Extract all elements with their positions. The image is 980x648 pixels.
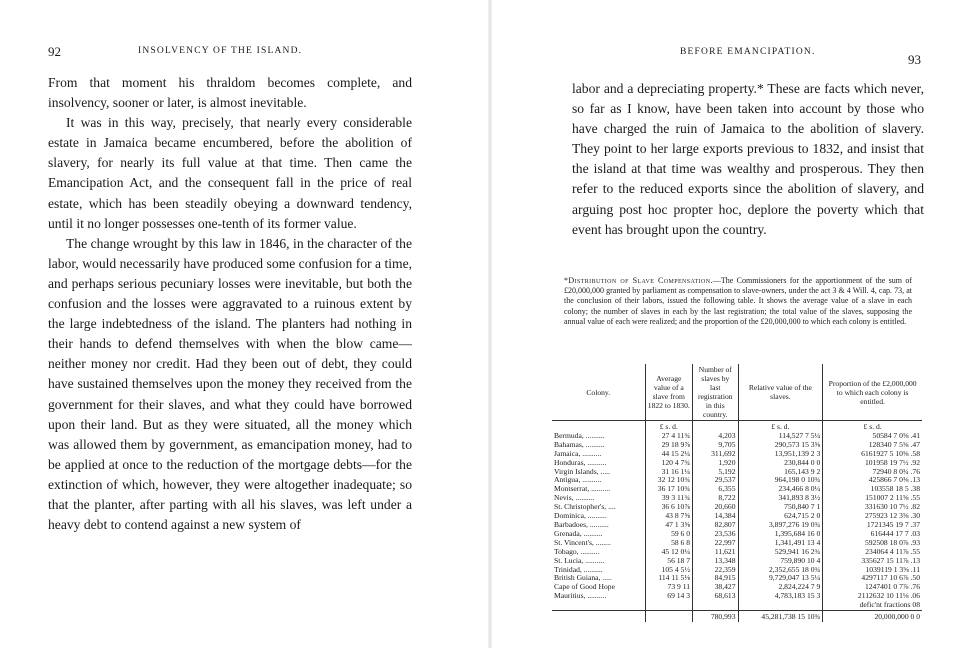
- colony-cell: Jamaica, ..........: [554, 448, 602, 458]
- colony-cell: Nevis, ..........: [554, 493, 595, 503]
- average-value-cell: 27 4 11¾: [661, 430, 691, 440]
- average-value-cell: 56 18 7: [667, 555, 691, 565]
- unit-cell: £ s. d.: [645, 421, 693, 432]
- number-of-slaves-cell: 11,621: [714, 546, 736, 556]
- unit-cell: £ s. d.: [738, 421, 823, 432]
- number-of-slaves-cell: 5,192: [718, 466, 736, 476]
- number-of-slaves-cell: 68,613: [714, 591, 736, 601]
- relative-value-cell: 341,893 8 3½: [778, 493, 821, 503]
- footnote-text: —The Commissioners for the apportionment of the sum of £20,000,000 granted by parliament as compensation to slave-owners, under the act 3 & 4 Will. 4, cap. 73, at the conclusion of their labors, issued the following table. It shows the average value of a slave in each colony; the number of slaves in each by the last registration; the total value of the slaves, supposing the annual value of each were realized; and the proportion of the £20,000,000 to which each colony is entitled.: [564, 276, 912, 326]
- right-body: [572, 79, 924, 240]
- colony-cell: Barbadoes, ..........: [554, 519, 609, 529]
- left-body: [48, 73, 412, 535]
- colony-column: [552, 432, 645, 611]
- number-of-slaves-cell: 23,536: [714, 528, 736, 538]
- number-of-slaves-cell: 4,203: [718, 430, 736, 440]
- proportion-cell: 151007 2 11⅝ .55: [865, 493, 920, 503]
- relative-value-cell: 964,198 0 10¾: [774, 475, 821, 485]
- proportion-cell: 425866 7 0⅜ .13: [868, 475, 920, 485]
- footnote: [564, 276, 912, 327]
- average-value-cell: 36 6 10⅞: [661, 502, 691, 512]
- colony-cell: Grenada, ..........: [554, 528, 603, 538]
- left-paragraph-1: From that moment his thraldom becomes complete, and insolvency, sooner or later, is almost inevitable.: [48, 75, 412, 111]
- colony-cell: St. Christopher's, ....: [554, 502, 616, 512]
- proportion-cell: 103558 18 5 .38: [870, 484, 920, 494]
- relative-value-cell: 2,824,224 7 9: [778, 582, 821, 592]
- number-of-slaves-cell: 29,537: [714, 475, 736, 485]
- colony-cell: Cape of Good Hope: [554, 582, 615, 592]
- number-of-slaves-cell: 13,348: [714, 555, 736, 565]
- colony-cell: Dominica, ..........: [554, 511, 607, 521]
- average-value-column: [645, 432, 693, 611]
- number-of-slaves-cell: 22,997: [714, 537, 736, 547]
- header-relative-value: Relative value of the slaves.: [738, 364, 823, 421]
- relative-value-cell: 290,573 15 3⅝: [774, 439, 821, 449]
- proportion-cell: 616444 17 7 .03: [870, 528, 920, 538]
- relative-value-column: [738, 432, 823, 611]
- average-value-cell: 39 3 11¾: [661, 493, 691, 503]
- proportion-cell: 101958 19 7½ .92: [864, 457, 920, 467]
- page-number-right: 93: [908, 52, 921, 67]
- colony-cell: British Guiana, .....: [554, 573, 612, 583]
- proportion-cell: 72940 8 0¾ .76: [872, 466, 920, 476]
- header-proportion: Proportion of the £2,000,000 to which each colony is entitled.: [823, 364, 922, 421]
- relative-value-cell: 2,352,655 18 0¾: [768, 564, 821, 574]
- average-value-cell: 44 15 2¼: [661, 448, 691, 458]
- number-of-slaves-column: [693, 432, 738, 611]
- average-value-cell: 105 4 5½: [661, 564, 691, 574]
- relative-value-cell: 9,729,047 13 5¼: [768, 573, 821, 583]
- colony-cell: Montserrat, ..........: [554, 484, 611, 494]
- left-paragraph-3: The change wrought by this law in 1846, in the character of the labor, would necessarily have produced some confusion for a time, and perhaps serious pecuniary losses were inevitable, but both the confusion and the losses were aggravated to a ruinous extent by the large indebtedness of the island. The planters had nothing in their hands to defend themselves with when the blow came—neither money nor credit. Had they been out of debt, they could have sustained themselves upon the money they received from the government for their slaves, and what they could have borrowed upon their land. But as they were situated, all the money which was allowed them by government, as emancipation money, had to be applied at once to the reduction of the mortgage debts—for the extinction of which, however, they were altogether inadequate; so that the planter, after parting with all his slaves, was left under a heavy debt to contend against a new system of: [48, 235, 412, 533]
- number-of-slaves-cell: 38,427: [714, 582, 736, 592]
- header-number-of-slaves: Number of slaves by last registration in this country.: [693, 364, 738, 421]
- table-body-row: [552, 432, 922, 611]
- proportion-cell: 1721345 19 7 .37: [866, 519, 920, 529]
- left-paragraph-2: It was in this way, precisely, that nearly every considerable estate in Jamaica became encumbered, before the abolition of slavery, for nearly its full value at that time. Then came the Emancipation Act, and the consequent fall in the price of real estate, which has been steadily obeying a downward tendency, until it no longer possesses one-tenth of its former value.: [48, 115, 412, 231]
- colony-cell: Mauritius, ..........: [554, 591, 607, 601]
- total-cell: [645, 611, 693, 622]
- average-value-cell: 43 8 7⅝: [665, 511, 691, 521]
- average-value-cell: 36 17 10¾: [657, 484, 691, 494]
- number-of-slaves-cell: 1,920: [718, 457, 736, 467]
- colony-cell: Tobago, ..........: [554, 546, 600, 556]
- colony-cell: Bermuda, ..........: [554, 430, 605, 440]
- colony-cell: Trinidad, ..........: [554, 564, 603, 574]
- total-cell: 20,000,000 0 0: [823, 611, 922, 622]
- average-value-cell: 47 1 3⅝: [665, 519, 691, 529]
- slave-compensation-table: [552, 364, 922, 622]
- relative-value-cell: 3,897,276 19 0¾: [768, 519, 821, 529]
- number-of-slaves-cell: 82,807: [714, 519, 736, 529]
- proportion-cell: 50584 7 0⅝ .41: [872, 430, 920, 440]
- header-average-value: Average value of a slave from 1822 to 1830.: [645, 364, 693, 421]
- proportion-column: [823, 432, 922, 611]
- page-number-left: 92: [48, 44, 61, 59]
- relative-value-cell: 230,844 0 0: [784, 457, 821, 467]
- average-value-cell: 45 12 0¼: [661, 546, 691, 556]
- colony-cell: St. Vincent's, ........: [554, 537, 611, 547]
- relative-value-cell: 114,527 7 5¼: [778, 430, 821, 440]
- proportion-cell: 331630 10 7½ .82: [864, 502, 920, 512]
- average-value-cell: 32 12 10¾: [657, 475, 691, 485]
- proportion-cell: 4297117 10 6⅞ .50: [861, 573, 920, 583]
- proportion-cell: 6161927 5 10⅝ .58: [861, 448, 920, 458]
- number-of-slaves-cell: 84,915: [714, 573, 736, 583]
- colony-cell: St. Lucia, ..........: [554, 555, 605, 565]
- proportion-cell: 335627 15 11⅞ .13: [861, 555, 920, 565]
- number-of-slaves-cell: 8,722: [718, 493, 736, 503]
- running-head-right: BEFORE EMANCIPATION.: [680, 47, 816, 57]
- colony-cell: Bahamas, ..........: [554, 439, 605, 449]
- average-value-cell: 120 4 7¾: [661, 457, 691, 467]
- relative-value-cell: 759,890 10 4: [780, 555, 821, 565]
- average-value-cell: 31 16 1¼: [661, 466, 691, 476]
- total-cell: 45,281,738 15 10¾: [738, 611, 823, 622]
- proportion-cell: 1247401 0 7⅞ .76: [864, 582, 920, 592]
- average-value-cell: 73 9 11: [667, 582, 691, 592]
- relative-value-cell: 624,715 2 0: [784, 511, 821, 521]
- proportion-cell: 234064 4 11⅞ .55: [865, 546, 920, 556]
- units-row: [552, 421, 922, 432]
- average-value-cell: 114 11 5⅛: [658, 573, 691, 583]
- number-of-slaves-cell: 20,660: [714, 502, 736, 512]
- number-of-slaves-cell: 6,355: [718, 484, 736, 494]
- relative-value-cell: 750,840 7 1: [784, 502, 821, 512]
- right-page: [490, 0, 980, 648]
- colony-cell: Virgin Islands, .....: [554, 466, 610, 476]
- relative-value-cell: 529,941 16 2¾: [774, 546, 821, 556]
- relative-value-cell: 13,951,139 2 3: [774, 448, 821, 458]
- deficient-fractions-note: defic'nt fractions 08: [859, 600, 920, 610]
- average-value-cell: 59 6 0: [671, 528, 691, 538]
- proportion-cell: 2112632 10 11⅛ .06: [857, 591, 920, 601]
- relative-value-cell: 1,341,491 13 4: [774, 537, 821, 547]
- total-cell: [552, 611, 645, 622]
- unit-cell: £ s. d.: [823, 421, 922, 432]
- average-value-cell: 29 18 9⅞: [661, 439, 691, 449]
- running-head-left: INSOLVENCY OF THE ISLAND.: [138, 46, 303, 56]
- header-colony: Colony.: [552, 364, 645, 421]
- proportion-cell: 275923 12 3⅝ .30: [864, 511, 920, 521]
- number-of-slaves-cell: 9,705: [718, 439, 736, 449]
- colony-cell: Honduras, ..........: [554, 457, 607, 467]
- right-paragraph: labor and a depreciating property.* These are facts which never, so far as I know, have been taken into account by those who have charged the ruin of Jamaica to the abolition of slavery. They point to her large exports previous to 1832, and insist that the island at that time was wealthy and prosperous. They then refer to the reduced exports since the abolition of slavery, and arguing post hoc propter hoc, deplore the poverty which that event has brought upon the country.: [572, 81, 924, 237]
- relative-value-cell: 1,395,684 16 0: [774, 528, 821, 538]
- number-of-slaves-cell: 14,384: [714, 511, 736, 521]
- number-of-slaves-cell: 22,359: [714, 564, 736, 574]
- table-header-row: [552, 364, 922, 421]
- totals-row: [552, 611, 922, 622]
- number-of-slaves-cell: 311,692: [711, 448, 736, 458]
- proportion-cell: 128340 7 5⅝ .47: [868, 439, 920, 449]
- relative-value-cell: 165,143 9 2: [784, 466, 821, 476]
- average-value-cell: 69 14 3: [667, 591, 691, 601]
- average-value-cell: 58 6 8: [671, 537, 691, 547]
- colony-cell: Antigua, ..........: [554, 475, 602, 485]
- proportion-cell: 592508 18 0⅞ .93: [864, 537, 920, 547]
- relative-value-cell: 4,783,183 15 3: [774, 591, 821, 601]
- proportion-cell: 1039119 1 3⅝ .11: [865, 564, 920, 574]
- relative-value-cell: 234,466 8 0¼: [778, 484, 821, 494]
- total-cell: 780,993: [693, 611, 738, 622]
- footnote-lead: *Distribution of Slave Compensation.: [564, 276, 713, 285]
